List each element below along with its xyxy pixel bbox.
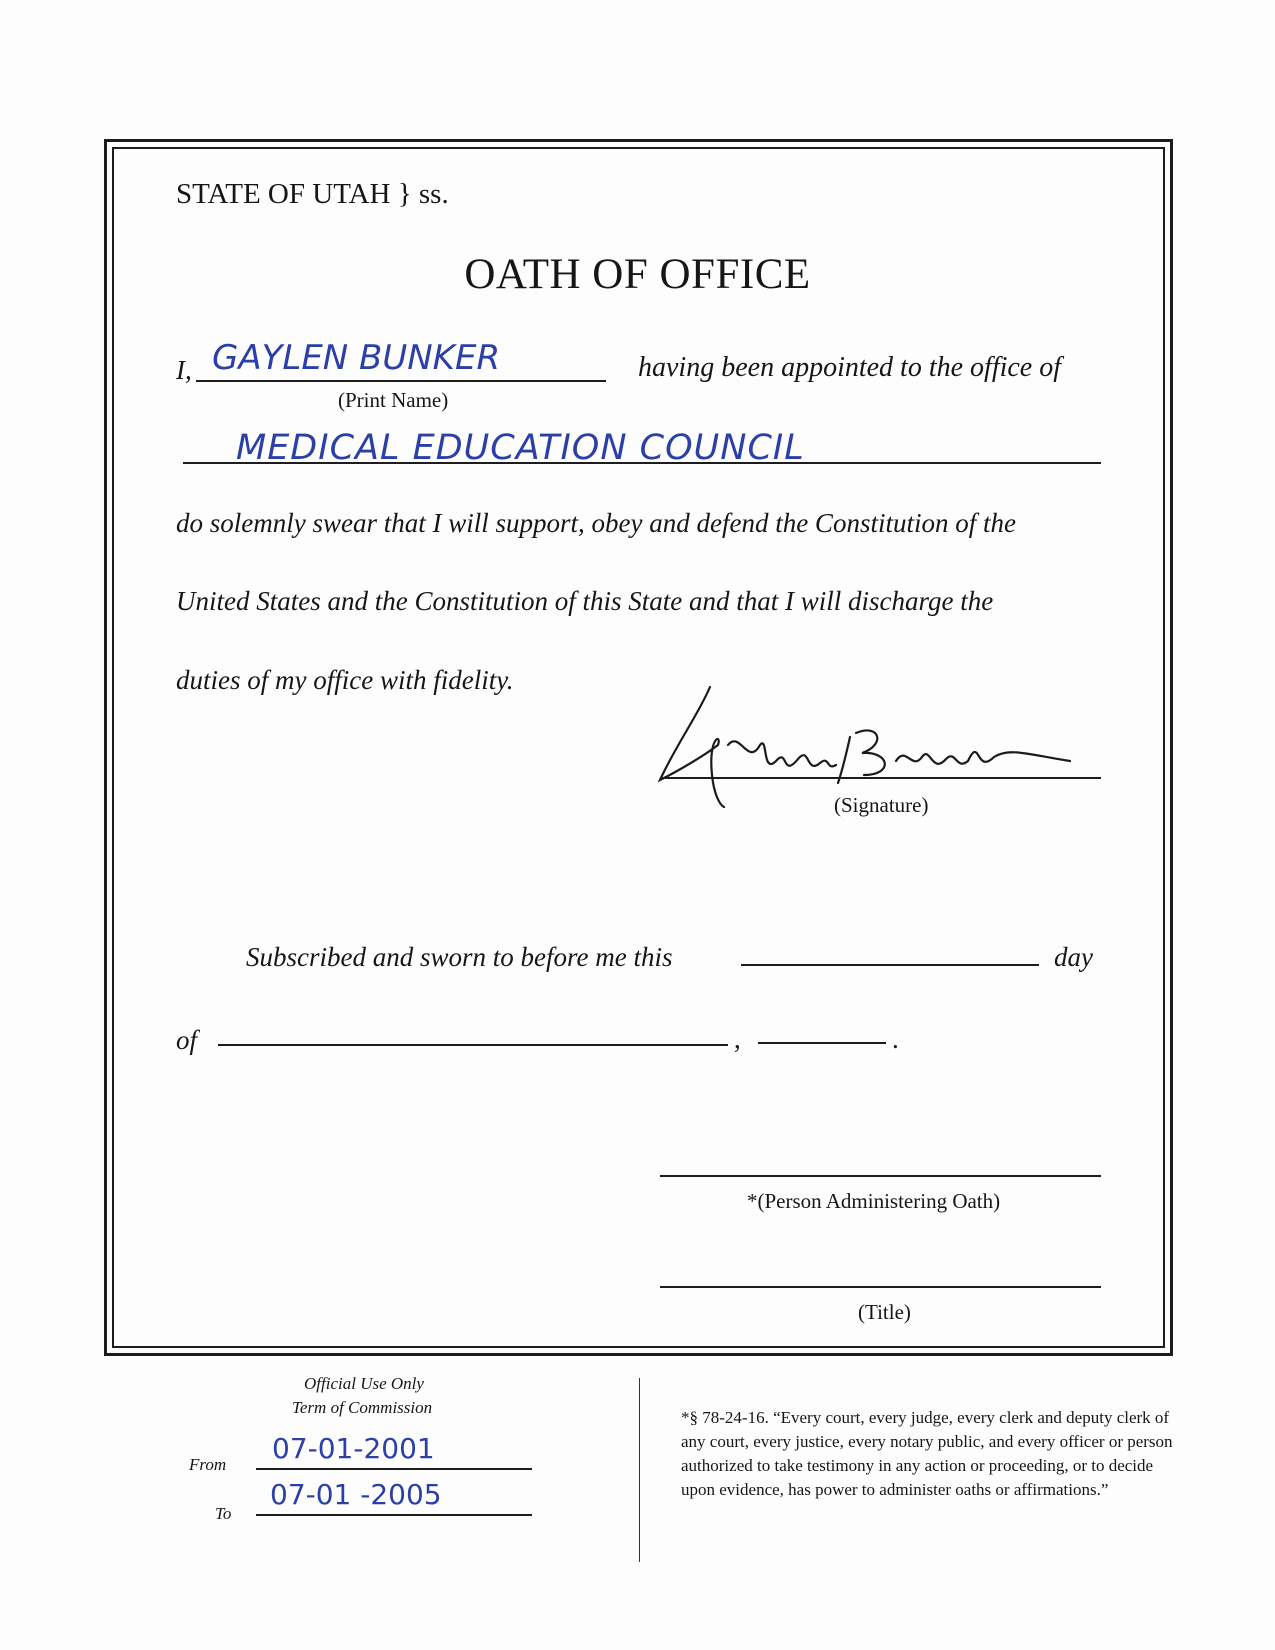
office-line [183,462,1101,464]
office-value[interactable]: MEDICAL EDUCATION COUNCIL [236,428,805,468]
of-word: of [176,1025,198,1055]
month-line[interactable] [218,1044,728,1046]
to-label: To [215,1504,232,1523]
administrator-label: *(Person Administering Oath) [747,1189,1001,1213]
signature-line [660,777,1101,779]
month-year-comma: , [734,1024,741,1054]
day-line[interactable] [741,964,1039,966]
from-label: From [189,1455,227,1474]
title-line[interactable] [660,1286,1101,1288]
signature-label: (Signature) [834,793,929,817]
state-venue: STATE OF UTAH } ss. [176,178,449,210]
appointed-text: having been appointed to the office of [638,352,1062,383]
official-use-heading: Official Use Only [304,1374,424,1393]
statute-note: *§ 78-24-16. “Every court, every judge, every clerk and deputy clerk of any court, every justice, every notary public, and every officer or person authorized to take testimony in any action or proceeding, or to decide upon evidence, has power to administer oaths or affirmations.” [681,1408,1173,1499]
form-title: OATH OF OFFICE [464,251,811,298]
printed-name-line [196,380,606,382]
to-date-line [256,1514,532,1516]
oath-statement-line-2: United States and the Constitution of this State and that I will discharge the [176,586,994,616]
oath-statement-line-3: duties of my office with fidelity. [176,665,514,695]
year-period: . [892,1024,899,1054]
oath-statement-line-1: do solemnly swear that I will support, obey and defend the Constitution of the [176,508,1016,538]
printed-name-value[interactable]: GAYLEN BUNKER [212,338,501,378]
year-line[interactable] [758,1042,886,1044]
term-of-commission-heading: Term of Commission [292,1398,433,1417]
title-label: (Title) [858,1300,911,1324]
administrator-line[interactable] [660,1175,1101,1177]
sworn-text: Subscribed and sworn to before me this [246,942,673,972]
day-word: day [1054,942,1093,972]
from-date-line [256,1468,532,1470]
print-name-label: (Print Name) [338,388,449,412]
oath-prefix: I, [176,355,192,385]
footer-divider [639,1378,640,1562]
from-date-value[interactable]: 07-01-2001 [272,1432,435,1465]
to-date-value[interactable]: 07-01 -2005 [270,1478,442,1511]
